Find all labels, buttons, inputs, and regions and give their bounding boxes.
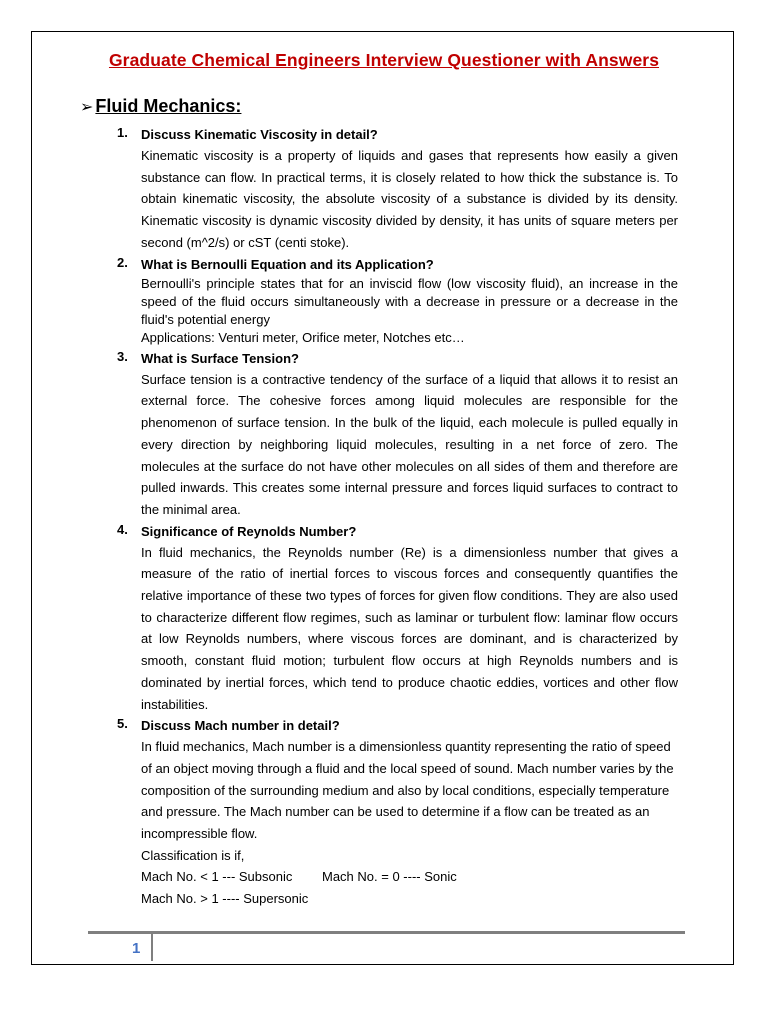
question-title: What is Surface Tension? [141, 350, 299, 366]
page-number: 1 [132, 940, 141, 957]
question-item-1 [117, 125, 678, 254]
arrow-bullet-icon: ➢ [80, 98, 94, 116]
answer-text: In fluid mechanics, Mach number is a dimensionless quantity representing the ratio of speed of an object moving through a fluid and the local speed of sound. Mach number varies by the composition of the surrounding medium and also by local conditions, especially temperature and pressure. The Mach number can be used to determine if a flow can be treated as an incompressible flow. [141, 739, 674, 842]
applications-text: Applications: Venturi meter, Orifice meter, Notches etc… [141, 330, 465, 346]
question-item-4 [117, 521, 678, 716]
mach-row [141, 866, 678, 888]
question-title: What is Bernoulli Equation and its Application? [141, 256, 434, 272]
question-list [117, 124, 678, 910]
mach-supersonic: Mach No. > 1 ---- Supersonic [141, 891, 309, 907]
question-number: 4. [117, 521, 128, 537]
answer-text: Bernoulli's principle states that for an inviscid flow (low viscosity fluid), an increase in the speed of the fluid occurs simultaneously with a decrease in pressure or a decrease in the fluid's potential energy [141, 275, 678, 328]
question-title: Discuss Mach number in detail? [141, 718, 340, 734]
question-item-3 [117, 348, 678, 521]
footer-divider [151, 934, 153, 961]
footer-rule [88, 931, 685, 934]
answer-text-block [141, 275, 678, 348]
question-item-5 [117, 716, 678, 910]
question-number: 3. [117, 348, 128, 364]
question-number: 5. [117, 716, 128, 732]
question-item-2 [117, 254, 678, 348]
question-number: 1. [117, 125, 128, 140]
answer-text: Kinematic viscosity is a property of liquids and gases that represents how easily a given substance can flow. In practical terms, it is closely related to how thick the substance is. To obtain kinematic viscosity, the absolute viscosity of a substance is divided by its density. Kinematic viscosity is dynamic viscosity divided by density, it has units of square meters per second (m^2/s) or cST (centi stoke). [141, 148, 678, 250]
question-number: 2. [117, 254, 128, 270]
answer-text: In fluid mechanics, the Reynolds number (Re) is a dimensionless number that gives a measure of the ratio of inertial forces to viscous forces and consequently quantifies the relative importance of these two types of forces for given flow conditions. They are also used to characterize different flow regimes, such as laminar or turbulent flow: laminar flow occurs at low Reynolds numbers, where viscous forces are dominant, and is characterized by smooth, constant fluid motion; turbulent flow occurs at high Reynolds numbers and is dominated by inertial forces, which tend to produce chaotic eddies, vortices and other flow instabilities. [141, 544, 678, 712]
mach-subsonic: Mach No. < 1 --- Subsonic [141, 869, 293, 885]
section-heading-label: Fluid Mechanics: [95, 96, 242, 116]
question-title: Discuss Kinematic Viscosity in detail? [141, 127, 378, 142]
section-heading [80, 96, 241, 117]
answer-text-block [141, 736, 678, 910]
classification-text: Classification is if, [141, 847, 245, 863]
mach-sonic: Mach No. = 0 ---- Sonic [322, 869, 457, 885]
answer-text: Surface tension is a contractive tendency of the surface of a liquid that allows it to resist an external force. The cohesive forces among liquid molecules are responsible for the phenomenon of surface tension. In the bulk of the liquid, each molecule is pulled equally in every direction by neighboring liquid molecules, resulting in a net force of zero. The molecules at the surface do not have other molecules on all sides of them and therefore are pulled inwards. This creates some internal pressure and forces liquid surfaces to contract to the minimal area. [141, 371, 678, 517]
question-title: Significance of Reynolds Number? [141, 523, 357, 539]
document-title: Graduate Chemical Engineers Interview Questioner with Answers [108, 50, 660, 70]
